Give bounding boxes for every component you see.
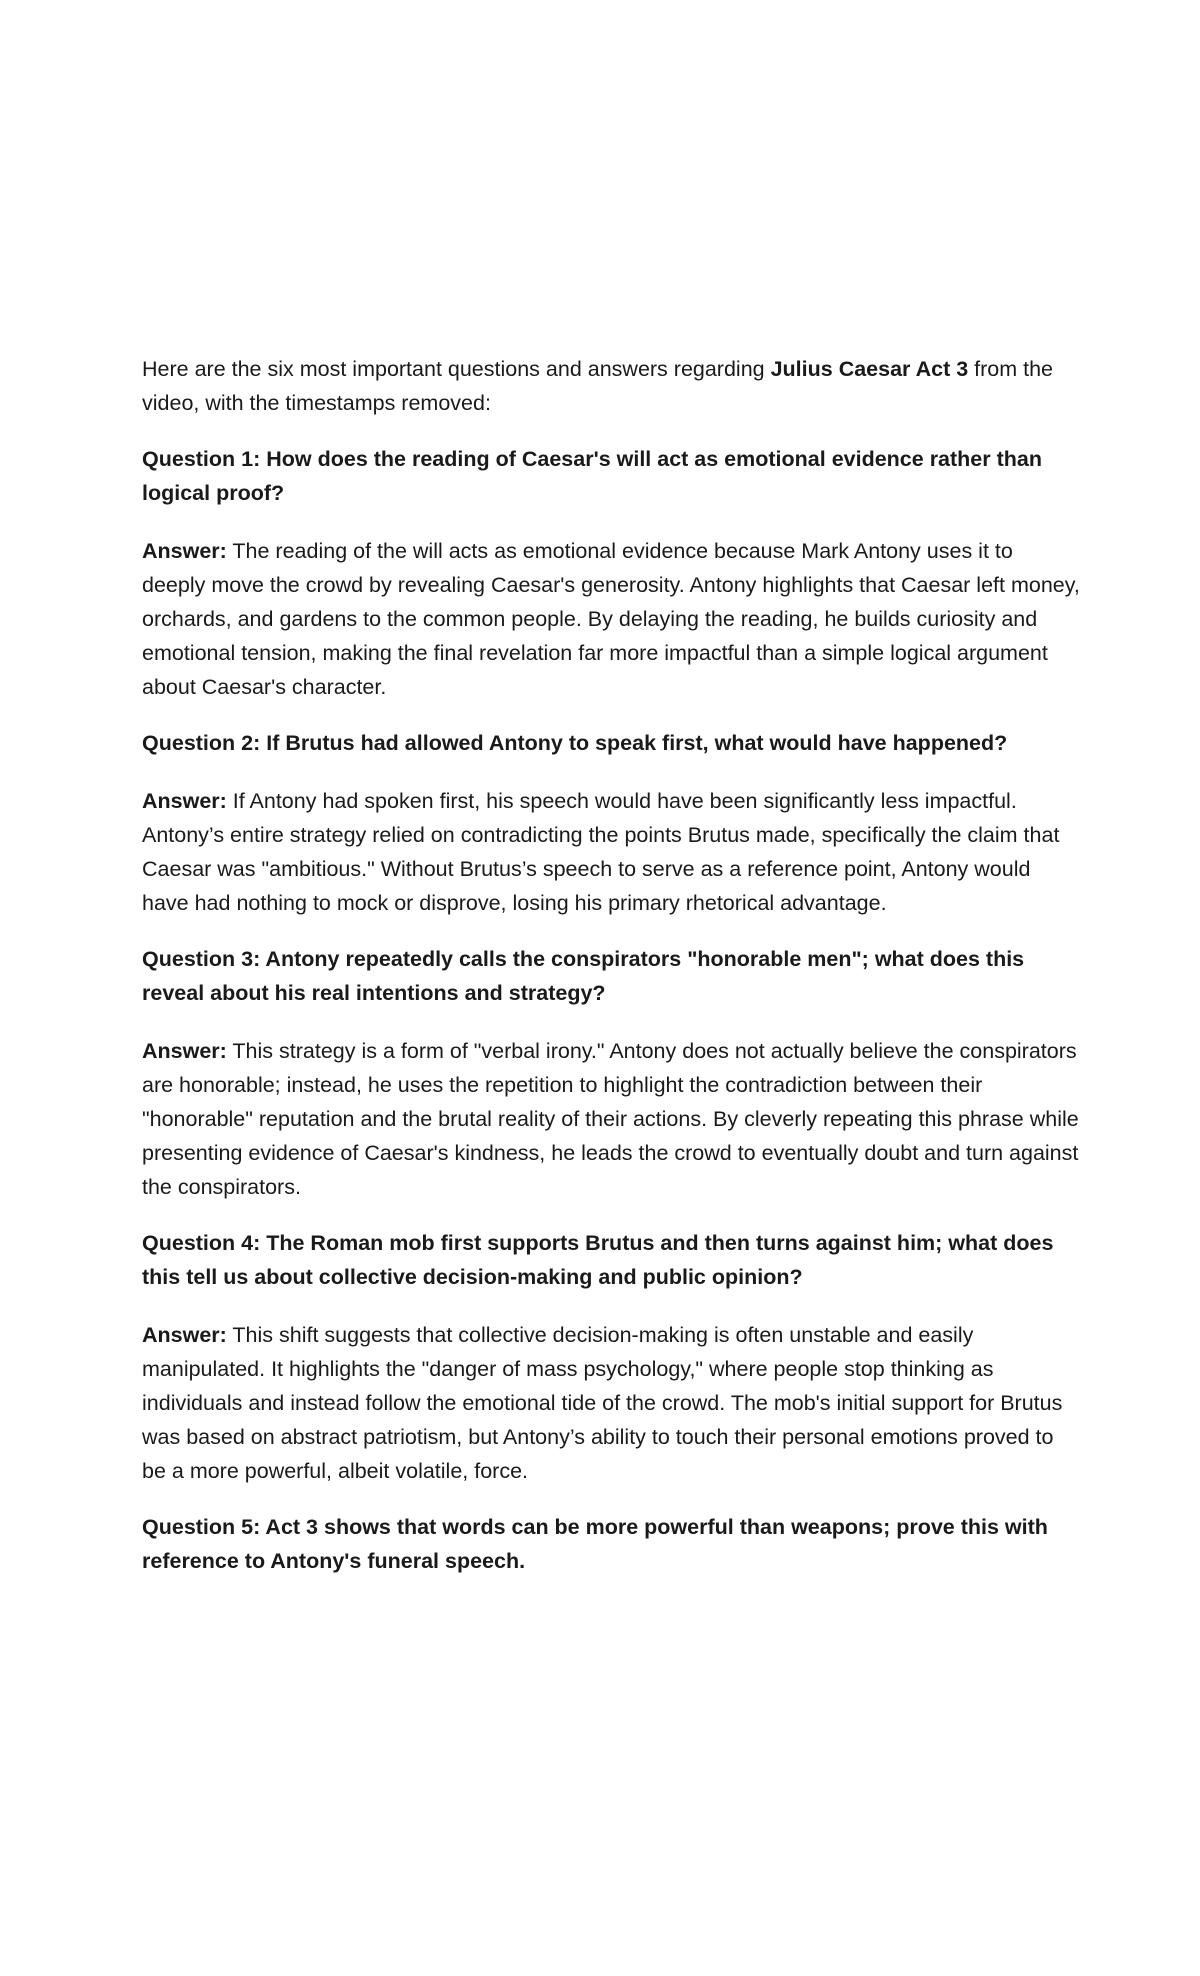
question-4: Question 4: The Roman mob first supports Brutus and then turns against him; what does this tell us about collective decision-making and public opinion?	[142, 1231, 1054, 1289]
intro-title-bold: Julius Caesar Act 3	[770, 357, 969, 381]
answer-3	[142, 1034, 1082, 1204]
answer-2-text: If Antony had spoken first, his speech would have been significantly less impactful. Antony’s entire strategy relied on contradicting the points Brutus made, specifically the claim that Caesar was "ambitious." Without Brutus’s speech to serve as a reference point, Antony would have had nothing to mock or disprove, losing his primary rhetorical advantage.	[142, 789, 1060, 915]
intro-paragraph	[142, 352, 1082, 420]
question-1: Question 1: How does the reading of Caesar's will act as emotional evidence rather than logical proof?	[142, 447, 1042, 505]
answer-3-text: This strategy is a form of "verbal irony." Antony does not actually believe the conspirators are honorable; instead, he uses the repetition to highlight the contradiction between their "honorable" reputation and the brutal reality of their actions. By cleverly repeating this phrase while presenting evidence of Caesar's kindness, he leads the crowd to eventually doubt and turn against the conspirators.	[142, 1039, 1079, 1199]
document-body	[142, 352, 1082, 1602]
answer-2	[142, 784, 1082, 920]
answer-label: Answer:	[142, 1323, 227, 1347]
answer-label: Answer:	[142, 539, 227, 563]
question-3: Question 3: Antony repeatedly calls the conspirators "honorable men"; what does this reveal about his real intentions and strategy?	[142, 947, 1025, 1005]
answer-4-text: This shift suggests that collective decision-making is often unstable and easily manipulated. It highlights the "danger of mass psychology," where people stop thinking as individuals and instead follow the emotional tide of the crowd. The mob's initial support for Brutus was based on abstract patriotism, but Antony’s ability to touch their personal emotions proved to be a more powerful, albeit volatile, force.	[142, 1323, 1063, 1483]
answer-1-text: The reading of the will acts as emotional evidence because Mark Antony uses it to deeply move the crowd by revealing Caesar's generosity. Antony highlights that Caesar left money, orchards, and gardens to the common people. By delaying the reading, he builds curiosity and emotional tension, making the final revelation far more impactful than a simple logical argument about Caesar's character.	[142, 539, 1080, 699]
intro-text-end: from the video, with the timestamps removed:	[142, 357, 1054, 415]
intro-text-start: Here are the six most important questions and answers regarding	[142, 357, 771, 381]
answer-4	[142, 1318, 1082, 1488]
answer-1	[142, 534, 1082, 704]
question-5: Question 5: Act 3 shows that words can be more powerful than weapons; prove this with reference to Antony's funeral speech.	[142, 1515, 1048, 1573]
answer-label: Answer:	[142, 1039, 227, 1063]
answer-label: Answer:	[142, 789, 227, 813]
question-2: Question 2: If Brutus had allowed Antony to speak first, what would have happened?	[142, 731, 1008, 755]
